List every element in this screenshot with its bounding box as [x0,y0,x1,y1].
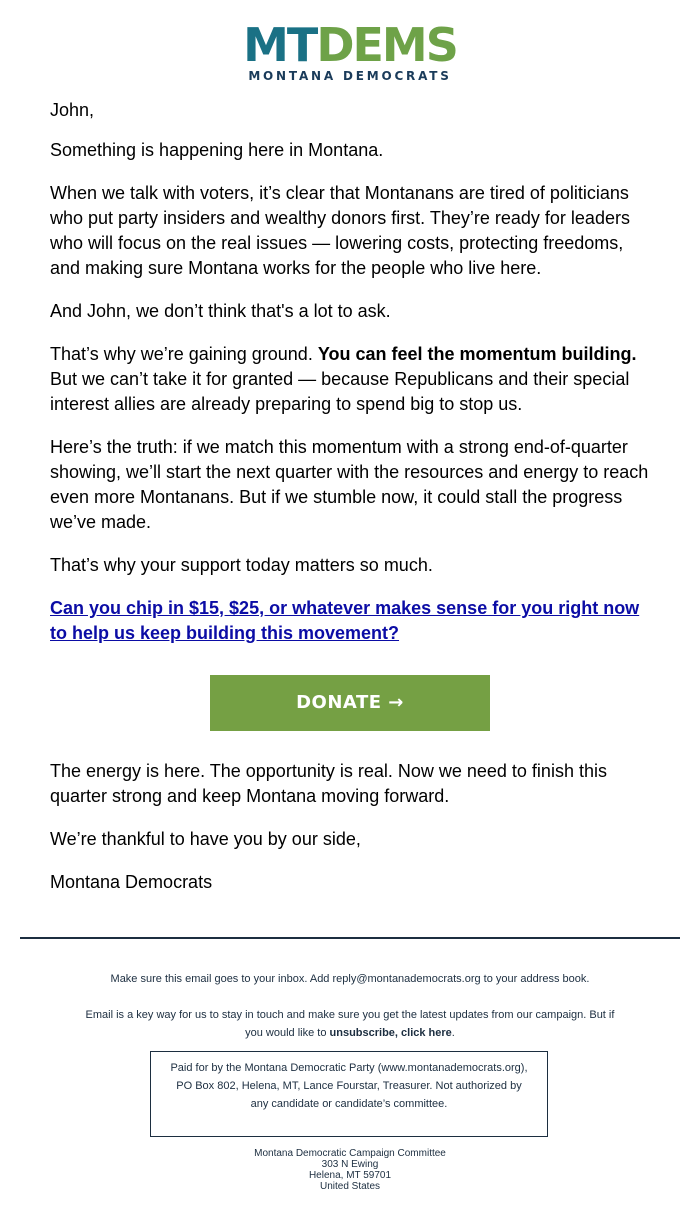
paragraph-5: Here’s the truth: if we match this momentum with a strong end-of-quarter showing, we’ll start the next quarter with the resources and energy to reach even more Montanans. But if we stumble now, it could stall the progress we’ve made. [50,437,649,532]
paragraph-7: The energy is here. The opportunity is real. Now we need to finish this quarter strong and keep Montana moving forward. [50,761,607,806]
signature: Montana Democrats [50,872,213,892]
donate-ask-link[interactable]: Can you chip in $15, $25, or whatever makes sense for you right now to help us keep building this movement? [50,598,640,643]
donate-button-wrap [0,675,700,731]
paragraph-4-start: That’s why we’re gaining ground. [50,344,318,364]
email-body [50,98,655,913]
logo-dems: DEMS [316,18,457,72]
address-city: Helena, MT 59701 [308,1170,392,1181]
inbox-note: Make sure this email goes to your inbox. Add reply@montanademocrats.org to your address book. [110,973,590,985]
paragraph-2: When we talk with voters, it’s clear that Montanans are tired of politicians who put party insiders and wealthy donors first. They’re ready for leaders who will focus on the real issues — lowering costs, protecting freedoms, and making sure Montana works for the people who live here. [50,183,630,278]
logo-wordmark [225,18,475,72]
email-note [80,1006,620,1042]
paid-for-disclaimer: Paid for by the Montana Democratic Party (www.montanademocrats.org), PO Box 802, Helena, MT, Lance Fourstar, Treasurer. Not authorized by any candidate or candidate’s committee. [150,1051,548,1137]
email-note-text: Email is a key way for us to stay in touch and make sure you get the latest updates from our campaign. But if you would like to [85,1009,615,1039]
footer-divider [20,937,680,939]
logo-subtitle: MONTANA DEMOCRATS [248,69,452,83]
paragraph-4-end: But we can’t take it for granted — because Republicans and their special interest allies are already preparing to spend big to stop us. [50,369,630,414]
paragraph-1: Something is happening here in Montana. [50,140,384,160]
address-org: Montana Democratic Campaign Committee [254,1148,446,1159]
greeting: John, [50,100,95,120]
mailing-address [150,1148,550,1192]
paragraph-6: That’s why your support today matters so much. [50,555,433,575]
paragraph-4 [50,342,655,417]
address-street: 303 N Ewing [321,1159,379,1170]
email-note-end: . [451,1027,455,1039]
ask-paragraph [50,596,655,646]
paragraph-4-bold: You can feel the momentum building. [317,344,637,364]
address-country: United States [319,1181,381,1192]
donate-button[interactable]: DONATE → [210,675,490,731]
unsubscribe-link[interactable]: unsubscribe, click here [329,1027,452,1039]
paragraph-8: We’re thankful to have you by our side, [50,829,361,849]
mtdems-logo [225,18,475,83]
paragraph-3: And John, we don’t think that's a lot to ask. [50,301,391,321]
logo-mt: MT [243,18,317,72]
